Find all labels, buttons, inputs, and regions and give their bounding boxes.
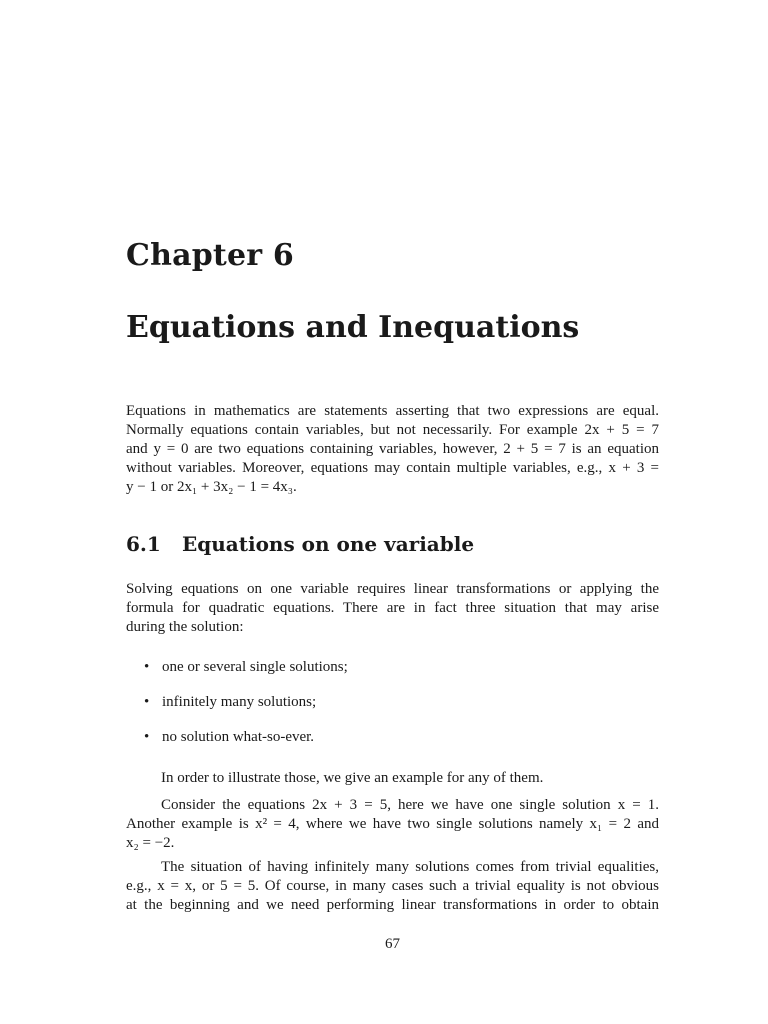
consider-line: Consider the equations 2x + 3 = 5, here we have one single solution x = 1. bbox=[161, 797, 659, 813]
chapter-title: Equations and Inequations bbox=[126, 310, 580, 345]
chapter-label: Chapter 6 bbox=[126, 238, 294, 273]
list-item bbox=[126, 658, 348, 677]
consider-paragraph bbox=[126, 796, 659, 853]
intro-line: and y = 0 are two equations containing variables, however, 2 + 5 = 7 is an equation bbox=[126, 441, 659, 457]
section-paragraph bbox=[126, 580, 659, 637]
section-line: Solving equations on one variable requires linear transformations or applying the bbox=[126, 581, 659, 597]
consider-line: x₂ = −2. bbox=[126, 835, 175, 851]
infinite-line: The situation of having infinitely many solutions comes from trivial equalities, bbox=[161, 859, 659, 875]
intro-line: y − 1 or 2x₁ + 3x₂ − 1 = 4x₃. bbox=[126, 479, 297, 495]
list-item bbox=[126, 728, 348, 747]
section-title: Equations on one variable bbox=[182, 532, 475, 556]
intro-line: without variables. Moreover, equations may contain multiple variables, e.g., x + 3 = bbox=[126, 460, 659, 476]
bullet-icon: • bbox=[144, 659, 150, 675]
bullet-list bbox=[126, 658, 348, 763]
document-page bbox=[126, 0, 659, 1024]
infinite-line: at the beginning and we need performing linear transformations in order to obtain bbox=[126, 897, 659, 913]
page-number: 67 bbox=[385, 936, 400, 952]
section-line: formula for quadratic equations. There are in fact three situation that may arise bbox=[126, 600, 659, 616]
list-item-text: no solution what-so-ever. bbox=[162, 729, 315, 745]
intro-paragraph bbox=[126, 402, 659, 497]
section-heading bbox=[126, 532, 474, 556]
list-item bbox=[126, 693, 348, 712]
bullet-icon: • bbox=[144, 729, 150, 745]
intro-line: Normally equations contain variables, but not necessarily. For example 2x + 5 = 7 bbox=[126, 422, 659, 438]
illustrate-line: In order to illustrate those, we give an example for any of them. bbox=[161, 770, 544, 786]
intro-line: Equations in mathematics are statements asserting that two expressions are equal. bbox=[126, 403, 659, 419]
section-line: during the solution: bbox=[126, 619, 244, 635]
infinite-paragraph bbox=[126, 858, 659, 915]
infinite-line: e.g., x = x, or 5 = 5. Of course, in many cases such a trivial equality is not obvious bbox=[126, 878, 659, 894]
list-item-text: one or several single solutions; bbox=[162, 659, 348, 675]
list-item-text: infinitely many solutions; bbox=[162, 694, 317, 710]
section-number: 6.1 bbox=[126, 532, 161, 556]
illustrate-paragraph bbox=[126, 769, 659, 788]
consider-line: Another example is x² = 4, where we have two single solutions namely x₁ = 2 and bbox=[126, 816, 659, 832]
bullet-icon: • bbox=[144, 694, 150, 710]
